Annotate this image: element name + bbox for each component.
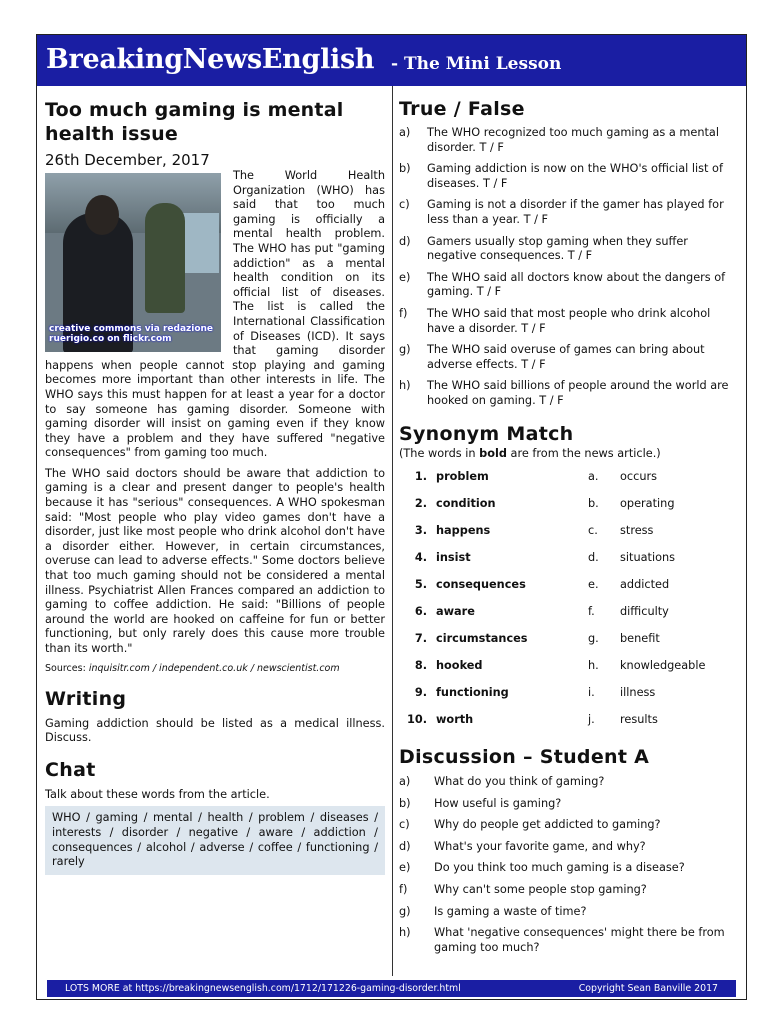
copyright-text: Copyright Sean Banville 2017 xyxy=(578,983,718,994)
left-column xyxy=(45,98,385,875)
column-divider xyxy=(392,86,393,976)
true-false-item: f) The WHO said that most people who drink alcohol have a disorder. T / F xyxy=(399,306,711,335)
header-banner xyxy=(37,35,746,86)
article-title: Too much gaming is mental health issue xyxy=(45,99,344,145)
synonym-row: 7. circumstances g. benefit xyxy=(414,632,660,646)
synonym-row: 5. consequences e. addicted xyxy=(414,578,670,592)
synonym-row: 3. happens c. stress xyxy=(414,524,654,538)
article-date: 26th December, 2017 xyxy=(45,151,210,169)
chat-heading: Chat xyxy=(45,758,96,781)
discussion-item: h) What 'negative consequences' might there be from gaming too much? xyxy=(399,926,725,954)
true-false-item: b) Gaming addiction is now on the WHO's official list of diseases. T / F xyxy=(399,162,723,190)
synonym-note: (The words in bold are from the news article.) xyxy=(399,446,661,460)
chat-word-box: WHO / gaming / mental / health / problem / diseases / interests / disorder / negative / aware / addiction / consequences / alcohol / adverse / coffee / functioning / rarely xyxy=(45,806,385,874)
sources-label: Sources: xyxy=(45,662,86,674)
article-paragraph-1: The World Health Organization (WHO) has said that too much gaming is officially a mental health problem. The WHO has put "gaming addiction" as a mental health condition on its official list of diseases. The list is called the International Classification of Diseases (ICD). It says that gaming disorder happens when people cannot stop playing and gaming becomes more important than other interests in life. The WHO says this must happen for at least a year for a doctor to say someone has gaming disorder. Someone with gaming disorder will insist on gaming even if they know they have a problem and they have suffered "negative consequences" from gaming too much. xyxy=(45,169,385,460)
article-photo xyxy=(45,173,221,352)
right-column xyxy=(399,98,739,962)
chat-intro: Talk about these words from the article. xyxy=(45,787,270,801)
discussion-item: c) Why do people get addicted to gaming? xyxy=(399,818,661,832)
writing-heading: Writing xyxy=(45,687,127,710)
discussion-heading: Discussion – Student A xyxy=(399,746,650,769)
synonym-row: 2. condition b. operating xyxy=(414,497,675,511)
synonym-row: 10. worth j. results xyxy=(406,713,658,727)
true-false-item: c) Gaming is not a disorder if the gamer has played for less than a year. T / F xyxy=(399,198,724,226)
discussion-item: b) How useful is gaming? xyxy=(399,796,562,810)
discussion-item: d) What's your favorite game, and why? xyxy=(399,839,646,853)
synonym-table xyxy=(399,463,739,733)
lesson-subtitle: - The Mini Lesson xyxy=(391,54,562,74)
article-paragraph-2: The WHO said doctors should be aware that addiction to gaming is a clear and present danger to people's health because it has "serious" consequences. A WHO spokesman said: "Most people who play video games don't have a disorder, just like most people who drink alcohol don't have a disorder either. However, in certain circumstances, overuse can lead to adverse effects." Some doctors believe that too much gaming should not be considered a mental illness. Psychiatrist Allen Frances compared an addiction to gaming to coffee addiction. He said: "Billions of people around the world are hooked on caffeine for fun or better functioning, but only rarely does this cause more trouble than its worth." xyxy=(45,466,385,655)
discussion-list xyxy=(399,775,739,955)
synonym-heading: Synonym Match xyxy=(399,422,574,445)
synonym-row: 1. problem a. occurs xyxy=(414,470,658,484)
synonym-row: 4. insist d. situations xyxy=(414,551,676,565)
writing-prompt: Gaming addiction should be listed as a medical illness. Discuss. xyxy=(45,716,385,745)
discussion-item: e) Do you think too much gaming is a disease? xyxy=(399,861,685,875)
photo-credit: creative commons via redazione ruerigio.co on flickr.com xyxy=(49,324,214,344)
true-false-list xyxy=(399,126,739,409)
true-false-item: d) Gamers usually stop gaming when they suffer negative consequences. T / F xyxy=(399,234,688,263)
true-false-item: g) The WHO said overuse of games can bring about adverse effects. T / F xyxy=(399,343,705,371)
sources-list: inquisitr.com / independent.co.uk / newscientist.com xyxy=(88,662,340,674)
true-false-heading: True / False xyxy=(399,98,525,120)
synonym-row: 6. aware f. difficulty xyxy=(414,605,669,619)
discussion-item: a) What do you think of gaming? xyxy=(399,775,605,789)
synonym-row: 8. hooked h. knowledgeable xyxy=(414,659,706,673)
brand-title: BreakingNewsEnglish xyxy=(46,44,375,75)
discussion-item: g) Is gaming a waste of time? xyxy=(399,904,587,918)
article-body xyxy=(45,169,385,674)
worksheet-page xyxy=(36,34,747,1000)
sources-line xyxy=(45,663,385,674)
true-false-item: a) The WHO recognized too much gaming as a mental disorder. T / F xyxy=(399,126,719,154)
true-false-item: e) The WHO said all doctors know about the dangers of gaming. T / F xyxy=(399,270,726,299)
true-false-item: h) The WHO said billions of people around the world are hooked on gaming. T / F xyxy=(399,379,729,407)
discussion-item: f) Why can't some people stop gaming? xyxy=(399,883,647,897)
synonym-row: 9. functioning i. illness xyxy=(414,686,656,700)
footer-link[interactable]: LOTS MORE at https://breakingnewsenglish.com/1712/171226-gaming-disorder.html xyxy=(65,983,461,994)
footer-bar xyxy=(47,980,736,997)
